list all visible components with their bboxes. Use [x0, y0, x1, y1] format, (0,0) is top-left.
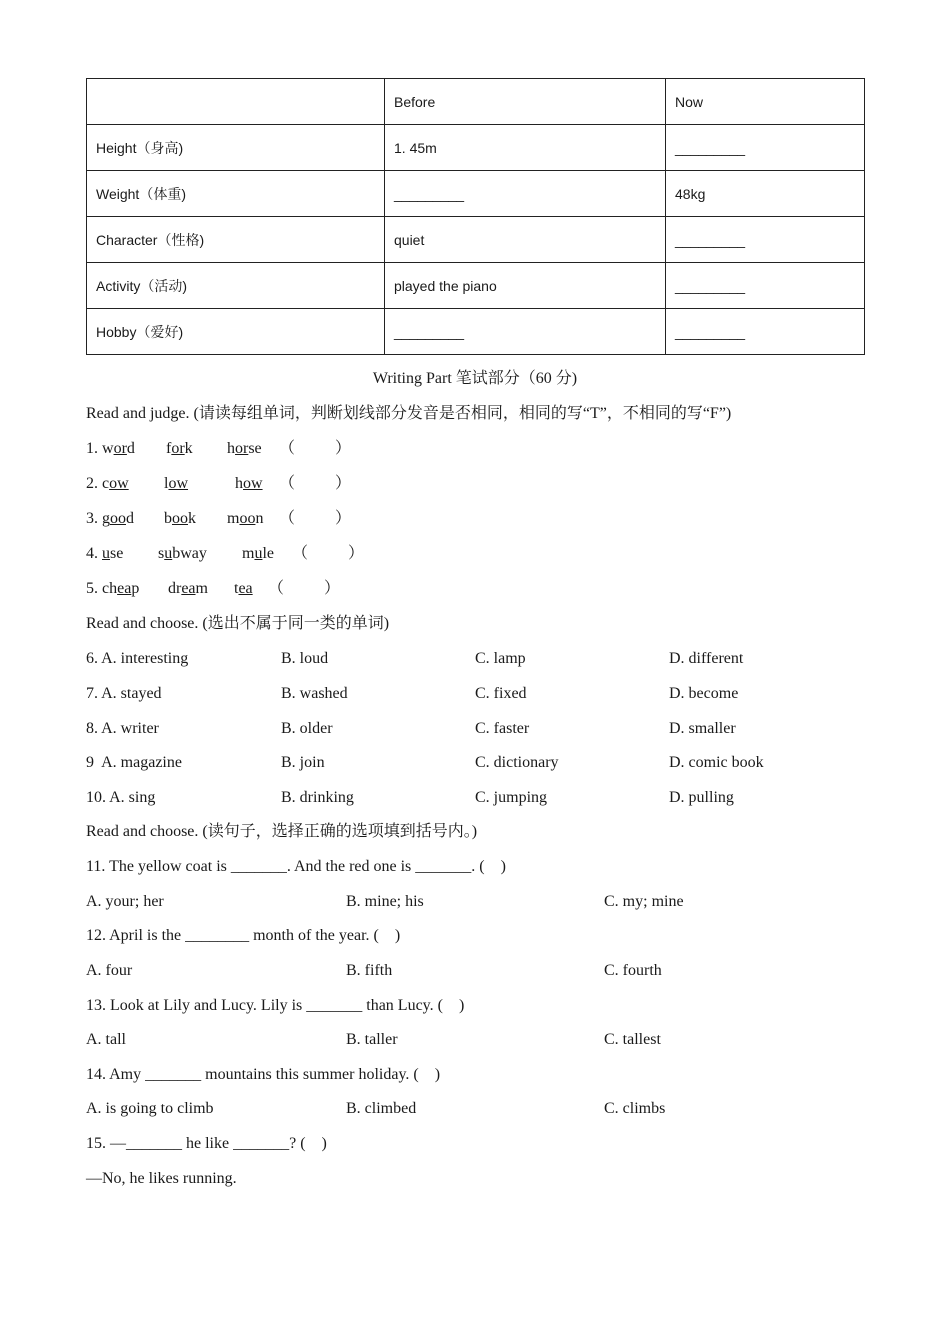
now-cell: _________ — [666, 263, 865, 309]
item-number: 2. — [86, 475, 98, 492]
judge-item-5 — [86, 579, 340, 599]
section-judge-instruction: Read and judge. (请读每组单词，判断划线部分发音是否相同，相同的写“T”，不相同的写“F”) — [86, 405, 732, 422]
choice-a: A. is going to climb — [86, 1100, 214, 1117]
word: word — [102, 440, 135, 457]
option-d: D. different — [669, 650, 744, 667]
question-15-answer: —No, he likes running. — [86, 1170, 237, 1187]
word: moon — [227, 510, 264, 527]
choice-c: C. my; mine — [604, 893, 684, 910]
option-b: B. drinking — [281, 789, 354, 806]
question-14: 14. Amy _______ mountains this summer holiday. ( ) — [86, 1066, 441, 1083]
option-c: C. jumping — [475, 789, 548, 806]
table-row — [87, 309, 865, 355]
table-header-cell: Now — [666, 79, 865, 125]
word: subway — [158, 545, 207, 562]
option-b: B. older — [281, 720, 333, 737]
option-d: D. smaller — [669, 720, 736, 737]
table-header-cell: Before — [385, 79, 666, 125]
choice-a: A. tall — [86, 1031, 126, 1048]
word: cow — [102, 475, 129, 492]
choice-a: A. your; her — [86, 893, 164, 910]
choice-c: C. tallest — [604, 1031, 661, 1048]
choice-a: A. four — [86, 962, 133, 979]
writing-part-title: Writing Part 笔试部分（60 分) — [372, 370, 578, 387]
option-c: C. lamp — [475, 650, 526, 667]
option-c: C. dictionary — [475, 754, 559, 771]
option-b: B. loud — [281, 650, 329, 667]
table-row — [87, 263, 865, 309]
row-label: Weight（体重) — [87, 171, 385, 217]
before-cell: 1. 45m — [385, 125, 666, 171]
now-cell: 48kg — [666, 171, 865, 217]
word: how — [235, 475, 263, 492]
table-header-cell — [87, 79, 385, 125]
row-label: Hobby（爱好) — [87, 309, 385, 355]
before-cell: played the piano — [385, 263, 666, 309]
option-a: 9 A. magazine — [86, 754, 182, 771]
judge-item-1 — [86, 439, 351, 459]
option-b: B. join — [281, 754, 325, 771]
now-cell: _________ — [666, 217, 865, 263]
option-d: D. pulling — [669, 789, 734, 806]
question-13: 13. Look at Lily and Lucy. Lily is _______ than Lucy. ( ) — [86, 997, 465, 1014]
word: mule — [242, 545, 274, 562]
now-cell: _________ — [666, 125, 865, 171]
option-a: 6. A. interesting — [86, 650, 189, 667]
question-11: 11. The yellow coat is _______. And the red one is _______. ( ) — [86, 858, 506, 875]
item-number: 4. — [86, 545, 98, 562]
word: fork — [166, 440, 193, 457]
judge-item-3 — [86, 509, 351, 529]
answer-paren[interactable]: （ ） — [279, 440, 352, 457]
choice-c: C. climbs — [604, 1100, 666, 1117]
option-a: 8. A. writer — [86, 720, 159, 737]
choice-b: B. fifth — [346, 962, 393, 979]
answer-paren[interactable]: （ ） — [279, 475, 352, 492]
judge-item-2 — [86, 474, 351, 494]
question-12: 12. April is the ________ month of the year. ( ) — [86, 927, 401, 944]
item-number: 3. — [86, 510, 98, 527]
table-row — [87, 125, 865, 171]
item-number: 5. — [86, 580, 98, 597]
choice-c: C. fourth — [604, 962, 662, 979]
choice-b: B. climbed — [346, 1100, 417, 1117]
row-label: Activity（活动) — [87, 263, 385, 309]
word: book — [164, 510, 196, 527]
before-now-table — [86, 78, 865, 355]
answer-paren[interactable]: （ ） — [292, 545, 365, 562]
row-label: Height（身高) — [87, 125, 385, 171]
choice-b: B. mine; his — [346, 893, 424, 910]
word: good — [102, 510, 134, 527]
word: horse — [227, 440, 262, 457]
judge-item-4 — [86, 544, 364, 564]
option-a: 7. A. stayed — [86, 685, 162, 702]
option-d: D. become — [669, 685, 739, 702]
before-cell: _________ — [385, 171, 666, 217]
row-label: Character（性格) — [87, 217, 385, 263]
option-c: C. faster — [475, 720, 530, 737]
option-a: 10. A. sing — [86, 789, 156, 806]
option-b: B. washed — [281, 685, 348, 702]
table-row — [87, 171, 865, 217]
choice-b: B. taller — [346, 1031, 398, 1048]
section-choose-instruction: Read and choose. (读句子，选择正确的选项填到括号内。) — [86, 823, 478, 840]
option-d: D. comic book — [669, 754, 764, 771]
answer-paren[interactable]: （ ） — [268, 580, 341, 597]
before-cell: _________ — [385, 309, 666, 355]
table-header-row — [87, 79, 865, 125]
option-c: C. fixed — [475, 685, 527, 702]
word: tea — [234, 580, 253, 597]
table-row — [87, 217, 865, 263]
question-15: 15. —_______ he like _______? ( ) — [86, 1135, 327, 1152]
word: use — [102, 545, 124, 562]
word: dream — [168, 580, 208, 597]
word: low — [164, 475, 189, 492]
before-cell: quiet — [385, 217, 666, 263]
now-cell: _________ — [666, 309, 865, 355]
answer-paren[interactable]: （ ） — [279, 510, 352, 527]
word: cheap — [102, 580, 140, 597]
item-number: 1. — [86, 440, 98, 457]
section-odd-one-out-instruction: Read and choose. (选出不属于同一类的单词) — [86, 615, 390, 632]
